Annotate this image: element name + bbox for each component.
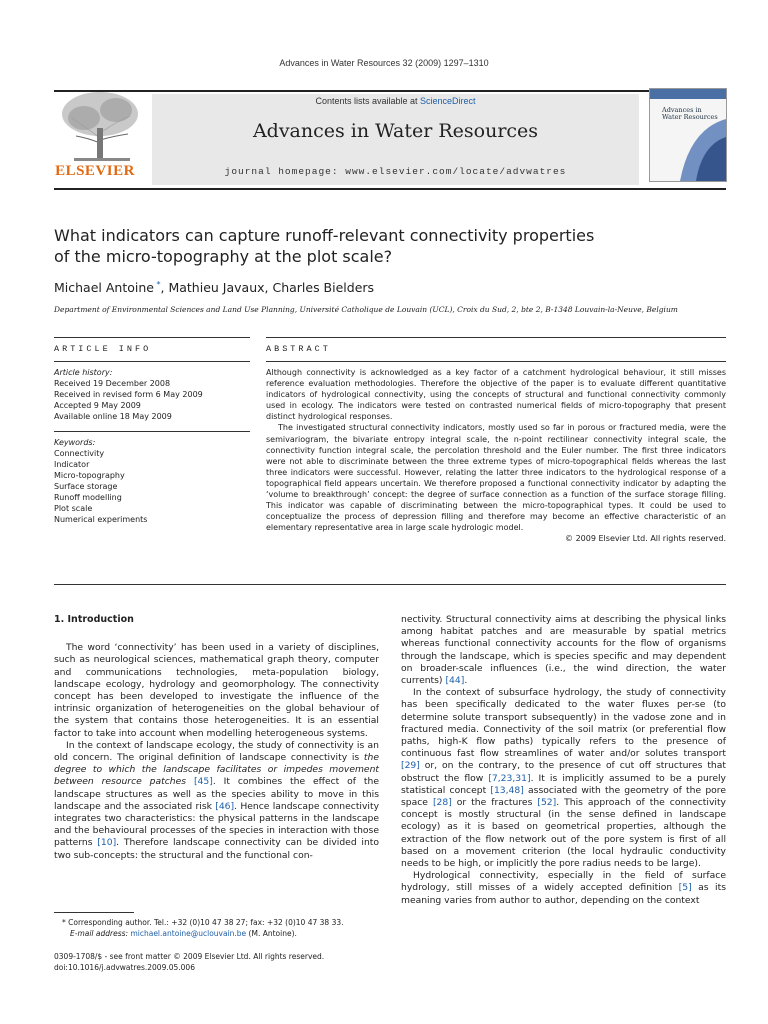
paragraph-text: In the context of subsurface hydrology, the study of connectivity has been specifically dedicated to the water fluxes per-se (to determine solute transport subsequently) in the vadose zone and in fractured media. Connectivity of the soil matrix (or preferential flow paths, high-K flow paths) typically refers to the presence of continuous fast flow streamlines of water and/or solutes transport [401,687,726,760]
right-paragraph-3 [401,870,726,907]
authors-rest: , Mathieu Javaux, Charles Bielders [160,280,375,296]
paragraph-text: . Hence landscape connectivity integrates two characteristics: the physical patterns in the landscape and the behavioural processes of the species in interaction with those patterns [54,800,380,849]
keyword-item: Indicator [54,460,90,469]
email-link[interactable]: michael.antoine@uclouvain.be [130,928,247,938]
footnote [62,918,382,939]
keyword-item: Numerical experiments [54,515,148,524]
reference-link[interactable]: [7,23,31] [488,772,531,784]
reference-link[interactable]: [44] [445,675,465,687]
paragraph-text: associated with the geometry of the pore space [401,784,726,809]
corresponding-mark[interactable]: * [153,280,161,289]
paragraph-text: . It is implicitly assumed to be a purely statistical concept [401,772,726,796]
reference-link[interactable]: [10] [97,837,117,849]
right-paragraph-1 [401,614,726,687]
article-info-rule [54,361,250,362]
elsevier-wordmark: ELSEVIER [55,163,135,179]
reference-link[interactable]: [13,48] [490,784,524,796]
journal-cover-image [649,88,727,182]
email-label: E-mail address: [70,928,131,938]
history-accepted: Accepted 9 May 2009 [54,401,141,410]
paragraph-text: In the context of landscape ecology, the study of connectivity is an old concern. The original definition of landscape connectivity is [54,739,379,764]
abstract-body [266,367,726,545]
issn-line: 0309-1708/$ - see front matter © 2009 Elsevier Ltd. All rights reserved. [54,952,325,961]
abstract-top-rule [266,337,726,338]
right-column [401,614,726,907]
title-line-2: of the micro-topography at the plot scale? [54,247,393,266]
paragraph-text: . [464,675,468,687]
article-info-top-rule [54,337,250,338]
reference-link[interactable]: [52] [537,797,557,809]
title-line-1: What indicators can capture runoff-relevant connectivity properties [54,226,595,245]
history-online: Available online 18 May 2009 [54,412,172,421]
left-column [54,614,379,862]
keyword-item: Surface storage [54,482,118,491]
history-revised: Received in revised form 6 May 2009 [54,390,203,399]
abstract-copyright: © 2009 Elsevier Ltd. All rights reserved. [565,534,726,544]
authors [54,280,374,295]
journal-name: Advances in Water Resources [252,120,539,142]
section-title-introduction: 1. Introduction [54,614,134,625]
intro-paragraph-2 [54,740,379,862]
header-bottom-rule [54,188,726,190]
keywords-label: Keywords: [54,438,96,447]
sciencedirect-link[interactable]: ScienceDirect [420,96,476,106]
abstract-paragraph-2: The investigated structural connectivity indicators, mostly used so far in porous or fractured media, were the semivariogram, the bivariate entropy integral scale, the n-point rectilinear connectivity integral scale, the connectivity function integral scale, the percolation threshold and the Euler number. The first three indicators were not able to discriminate between the three extreme types of micro-topographical fields whereas the last three indicators were successful. However, relating the latter three indicators to the hydrological response of a topographical field appears uncertain. We therefore proposed a functional connectivity indicator by adapting the ‘volume to breakthrough’ concept: the degree of surface connection as a function of the surface storage filling. This indicator was capable of discriminating between the micro-topographical types. It could be used to conceptualize the process of depression filling and therefore may become an effective characteristic of an elementary representative area in large scale hydrologic model. [266,423,726,533]
definition-text: the degree to which the landscape facilitates or impedes movement between resource patches [54,752,379,788]
abstract-heading: ABSTRACT [266,344,331,354]
abstract-bottom-rule [54,584,726,585]
cover-title: Advances in Water Resources [662,106,718,121]
keyword-item: Runoff modelling [54,493,122,502]
reference-link[interactable]: [29] [401,760,420,772]
paragraph-text: . Therefore landscape connectivity can be divided into two sub-concepts: the structural and the functional con- [54,837,379,861]
contents-prefix: Contents lists available at [315,96,421,106]
header-top-rule [54,90,726,92]
journal-citation: Advances in Water Resources 32 (2009) 1297–1310 [279,58,489,68]
paragraph-text: nectivity. Structural connectivity aims at describing the physical links among habitat patches and are measurable by spatial metrics whereas functional connectivity accounts for the flow of organisms through the landscape, which is species specific and may dependent on broader-scale influences (i.e., the wind direction, the water currents) [401,614,726,687]
journal-homepage[interactable]: journal homepage: www.elsevier.com/locate/advwatres [224,166,567,177]
affiliation: Department of Environmental Sciences and Land Use Planning, Université Catholique de Louvain (UCL), Croix du Sud, 2, bte 2, B-1348 Louvain-la-Neuve, Belgium [54,305,678,314]
email-line [62,929,382,940]
keywords [54,437,254,525]
right-paragraph-2 [401,687,726,870]
reference-link[interactable]: [45] [193,776,213,788]
keywords-rule [54,431,250,432]
abstract-paragraph-1: Although connectivity is acknowledged as a key factor of a catchment hydrological behaviour, it still misses reference evaluation methodologies. Therefore the objective of the paper is to evaluate different quantitative indicators of hydrological connectivity, using the concepts of structural and functional connectivity commonly used in ecology. The indicators were tested on contrasted numerical fields of micro-topography that present distinct hydrological responses. [266,368,726,422]
intro-paragraph-1: The word ‘connectivity’ has been used in a variety of disciplines, such as neurological sciences, mathematical graph theory, computer and communications technologies, meta-population biology, landscape ecology, hydrology and geomorphology. The connectivity concept has been developed to investigate the influence of the intrinsic organization of heterogeneities on the global behaviour of the system that contains those heterogeneities. It is an essential factor to take into account when modelling heterogeneous systems. [54,642,379,739]
history-received: Received 19 December 2008 [54,379,171,388]
history-label: Article history: [54,368,113,377]
keyword-item: Micro-topography [54,471,125,480]
paragraph-text: as its meaning varies from author to author, depending on the context [401,882,726,906]
paragraph-text: . It combines the effect of the landscape structures as well as the species ability to move in this landscape and the associated risk [54,776,380,812]
article-history [54,367,254,422]
keyword-item: Plot scale [54,504,93,513]
reference-link[interactable]: [46] [215,800,235,812]
author-1: Michael Antoine [54,280,154,296]
email-suffix: (M. Antoine). [246,928,297,938]
abstract-rule [266,361,726,362]
reference-link[interactable]: [28] [432,797,452,809]
corresponding-author-note: * Corresponding author. Tel.: +32 (0)10 47 38 27; fax: +32 (0)10 47 38 33. [62,918,344,927]
reference-link[interactable]: [5] [678,882,692,894]
contents-line [152,96,639,106]
paragraph-text: or, on the contrary, to the presence of cut off structures that obstruct the flow [401,760,726,784]
paragraph-text: Hydrological connectivity, especially in the field of surface hydrology, still misses of a widely accepted definition [401,870,726,894]
doi-line[interactable]: doi:10.1016/j.advwatres.2009.05.006 [54,962,195,972]
footnote-rule [54,912,134,913]
paragraph-text: or the fractures [451,797,538,809]
article-info-heading: ARTICLE INFO [54,344,152,354]
page-footer [54,952,454,973]
keyword-item: Connectivity [54,449,105,458]
paragraph-text: . This approach of the connectivity concept is mostly structural (in the sense defined in landscape ecology) as it is based on geometrical properties, although the extraction of the flow network out of the pore system is first of all based on a movement criterion (the local hydraulic conductivity needs to be high, or implicitly the pore radius needs to be large). [401,797,726,870]
article-title [54,225,674,267]
